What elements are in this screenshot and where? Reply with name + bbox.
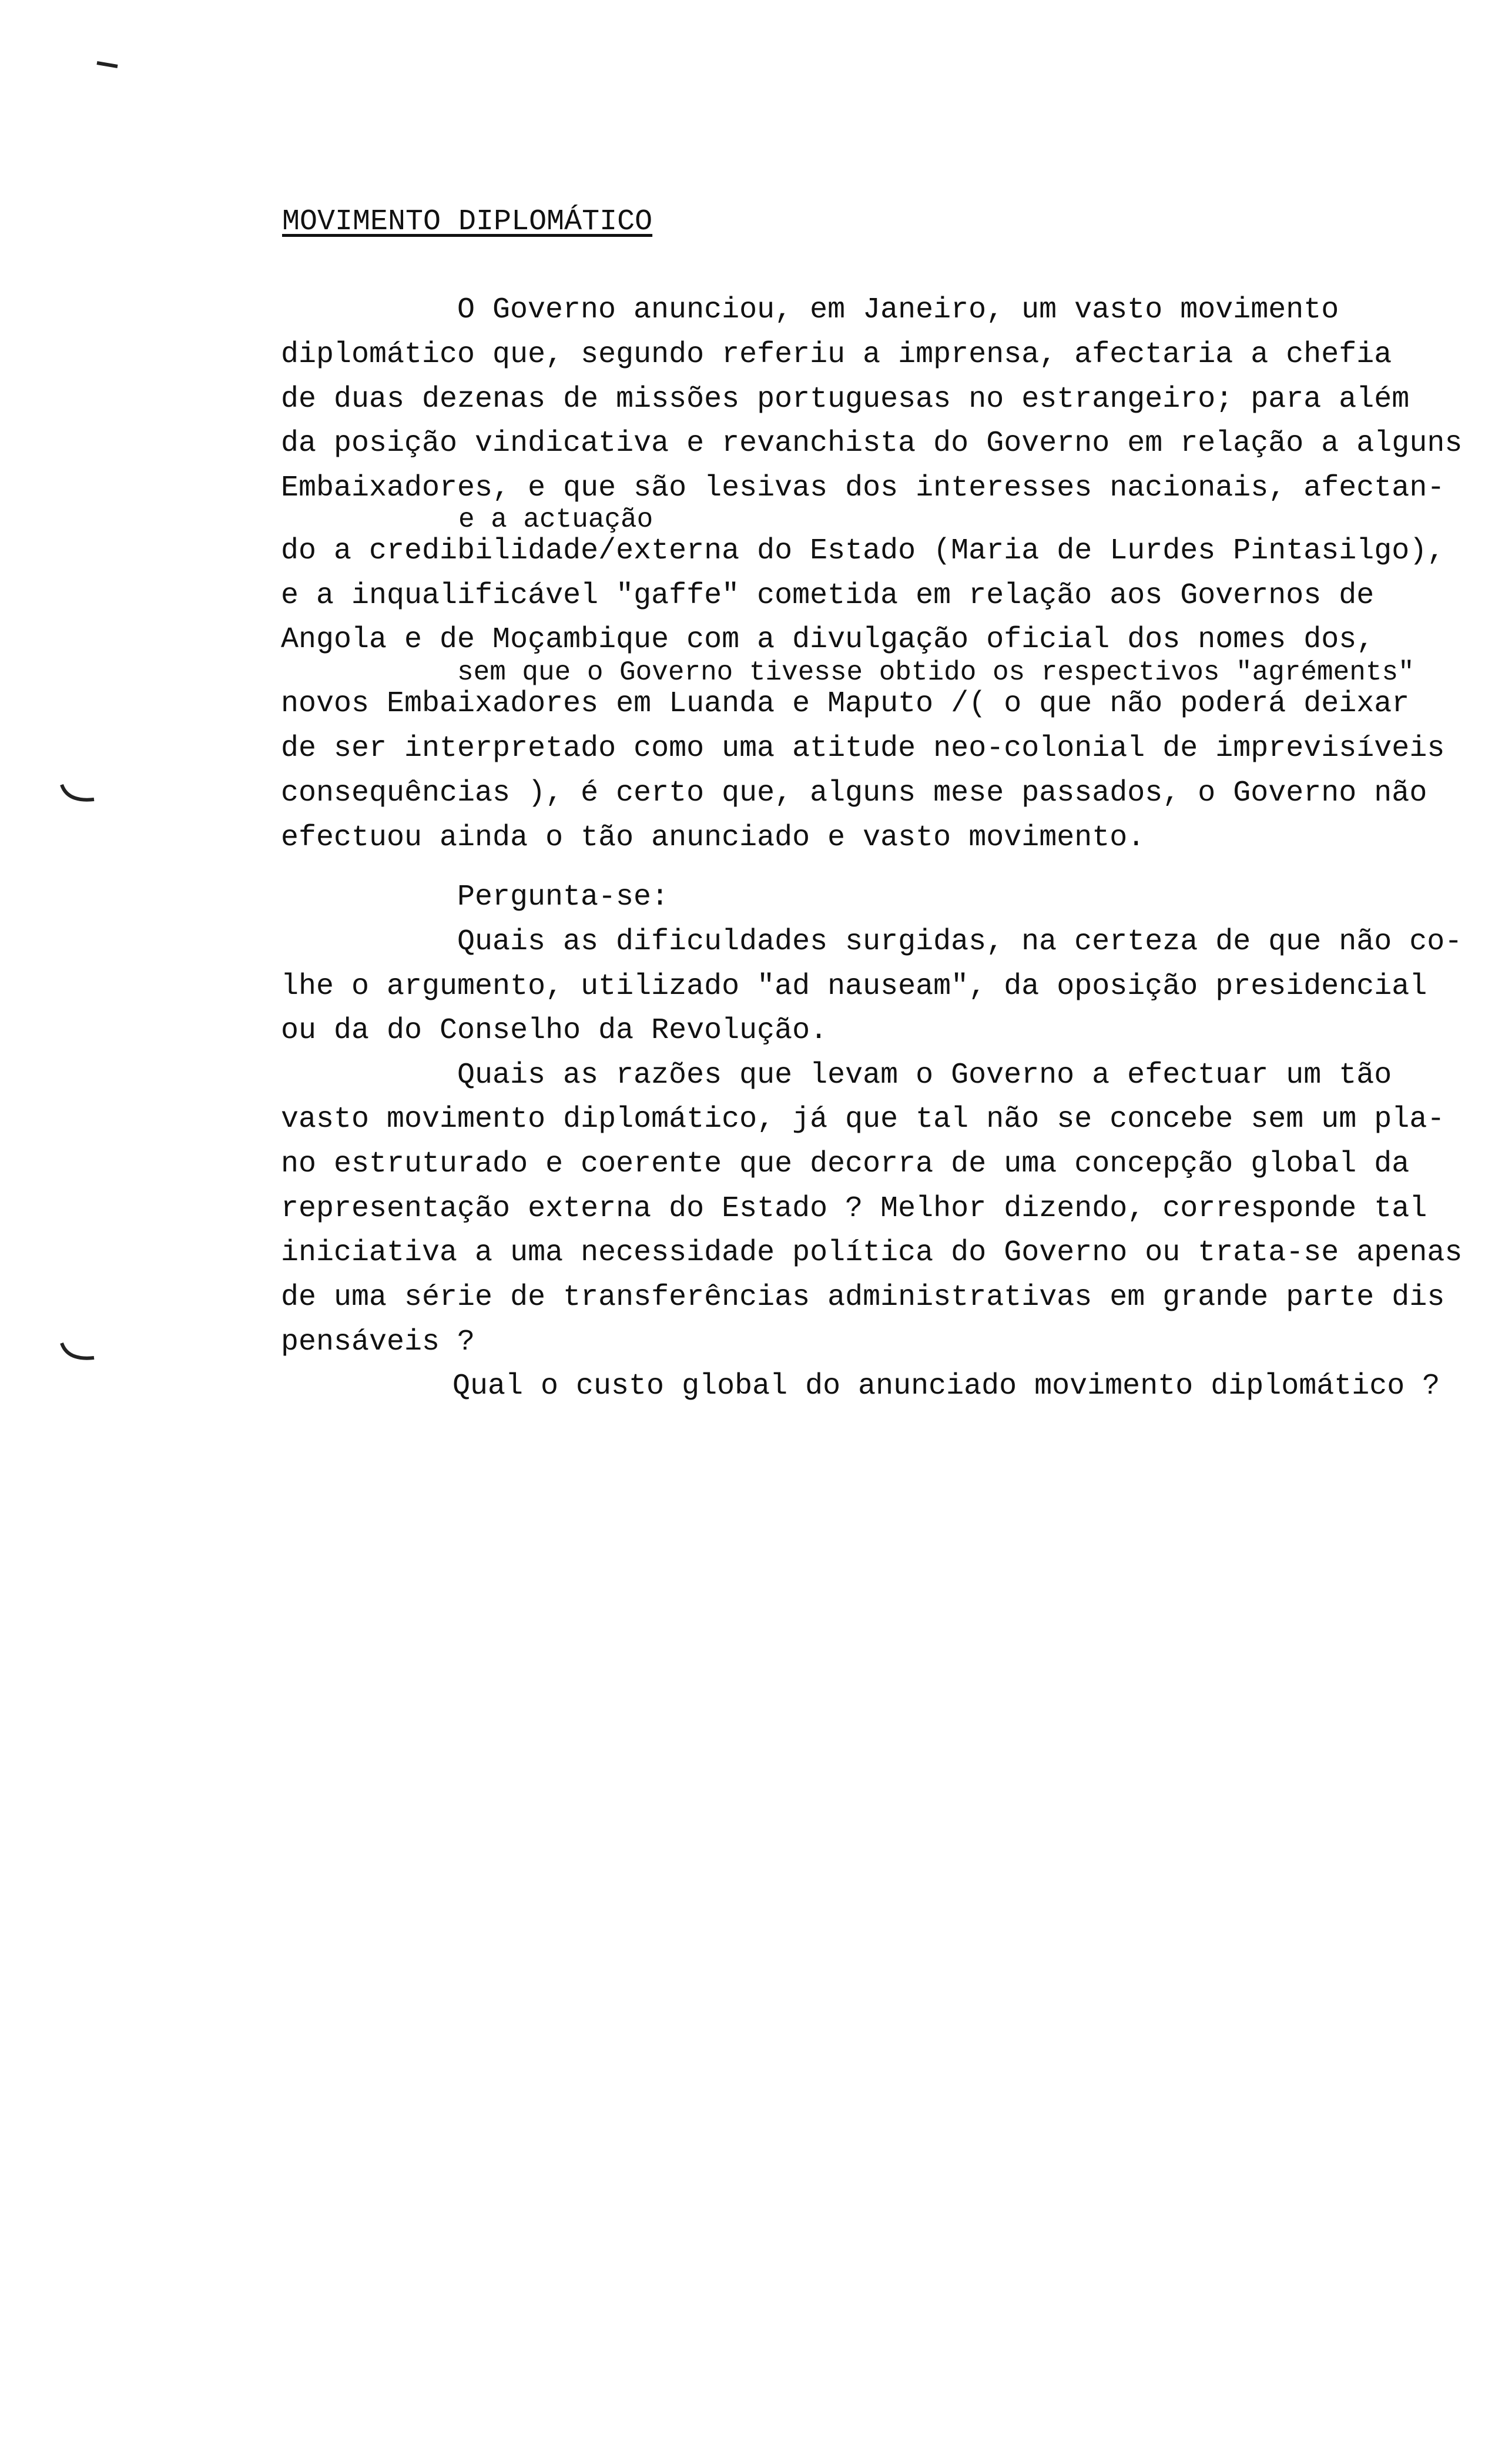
text-line: do a credibilidade/externa do Estado (Maria de Lurdes Pintasilgo), [281,534,1445,568]
text-line: consequências ), é certo que, alguns mese passados, o Governo não [281,776,1427,810]
text-line: lhe o argumento, utilizado "ad nauseam", da oposição presidencial [281,970,1427,1003]
text-line: Quais as razões que levam o Governo a efectuar um tão [457,1059,1392,1092]
text-line: representação externa do Estado ? Melhor dizendo, corresponde tal [281,1192,1427,1226]
text-line: de uma série de transferências administrativas em grande parte dis [281,1281,1445,1314]
text-line: de duas dezenas de missões portuguesas no estrangeiro; para além [281,383,1410,416]
document-title: MOVIMENTO DIPLOMÁTICO [282,205,653,239]
text-line: diplomático que, segundo referiu a imprensa, afectaria a chefia [281,338,1392,371]
margin-bracket-icon [56,1340,103,1370]
text-line: de ser interpretado como uma atitude neo-colonial de imprevisíveis [281,732,1445,765]
text-line: novos Embaixadores em Luanda e Maputo /( o que não poderá deixar [281,687,1410,721]
text-line: Angola e de Moçambique com a divulgação oficial dos nomes dos, [281,623,1375,657]
text-line: Qual o custo global do anunciado movimento diplomático ? [452,1370,1440,1403]
text-line: ou da do Conselho da Revolução. [281,1014,828,1047]
text-line: iniciativa a uma necessidade política do Governo ou trata-se apenas [281,1236,1463,1270]
text-line: Embaixadores, e que são lesivas dos interesses nacionais, afectan- [281,471,1445,505]
text-line: efectuou ainda o tão anunciado e vasto movimento. [281,821,1145,855]
text-line: e a inqualificável "gaffe" cometida em relação aos Governos de [281,579,1375,612]
margin-bracket-icon [56,782,103,811]
text-line: da posição vindicativa e revanchista do Governo em relação a alguns [281,427,1463,460]
typed-insertion: sem que o Governo tivesse obtido os respectivos "agréments" [457,657,1414,688]
text-line: no estruturado e coerente que decorra de uma concepção global da [281,1147,1410,1181]
handwritten-insertion: e a actuação [458,504,653,535]
text-line: O Governo anunciou, em Janeiro, um vasto movimento [457,293,1339,327]
text-line: pensáveis ? [281,1325,475,1359]
corner-mark-icon [94,56,129,73]
question-intro: Pergunta-se: [457,881,669,914]
text-line: Quais as dificuldades surgidas, na certeza de que não co- [457,925,1463,959]
text-line: vasto movimento diplomático, já que tal não se concebe sem um pla- [281,1103,1445,1136]
